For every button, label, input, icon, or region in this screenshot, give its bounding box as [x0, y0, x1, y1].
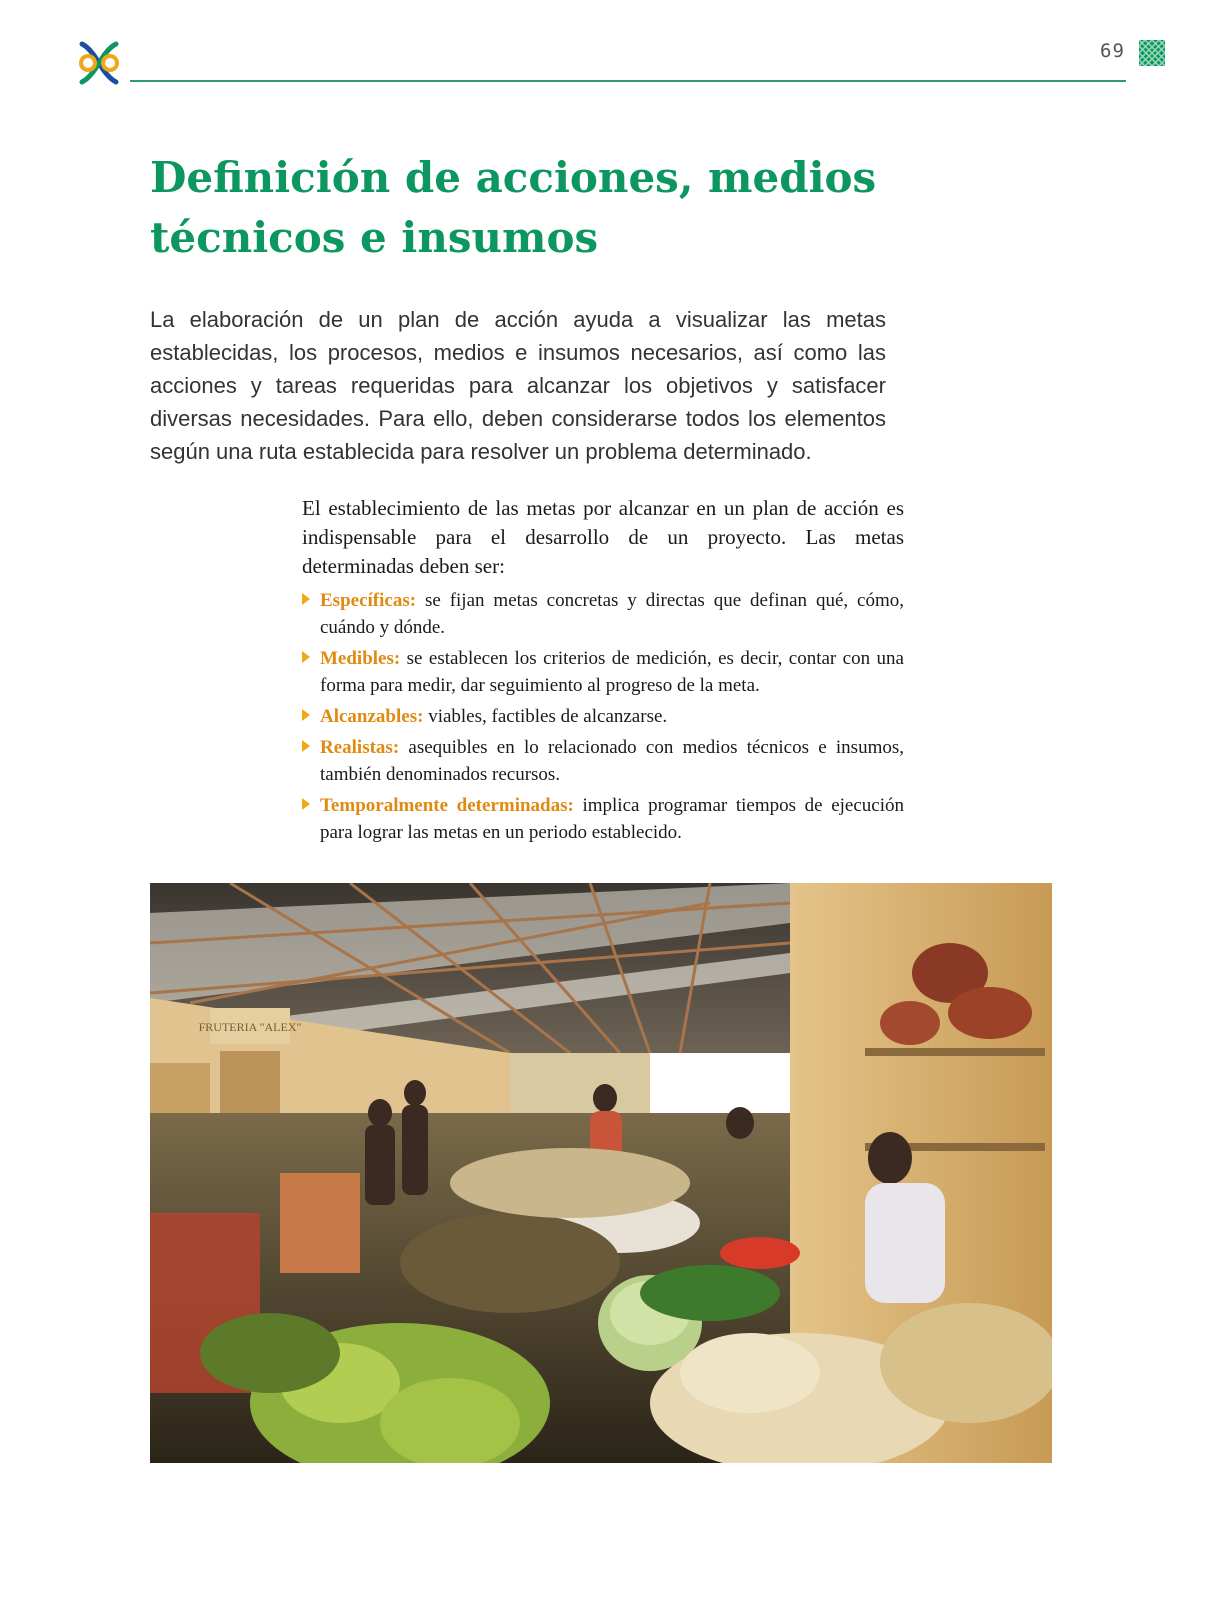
goal-text: asequibles en lo relacionado con medios técnicos e insumos, también denominados recursos. — [320, 737, 904, 785]
bullet-triangle-icon — [302, 651, 310, 663]
bullet-triangle-icon — [302, 740, 310, 752]
header-rule — [130, 80, 1126, 82]
goal-term: Realistas: — [320, 737, 400, 758]
goal-item — [302, 587, 904, 641]
goal-item — [302, 734, 904, 788]
publisher-logo-icon — [74, 38, 124, 88]
goal-term: Alcanzables: — [320, 706, 424, 727]
goal-item — [302, 645, 904, 699]
goal-item — [302, 792, 904, 846]
goals-intro: El establecimiento de las metas por alcanzar en un plan de acción es indispensable para el desarrollo de un proyecto. Las metas determinadas deben ser: — [302, 496, 904, 578]
goal-term: Temporalmente determinadas: — [320, 795, 574, 816]
goal-item — [302, 703, 904, 730]
goal-term: Específicas: — [320, 590, 417, 611]
goals-section — [302, 494, 904, 850]
bullet-triangle-icon — [302, 709, 310, 721]
page-ornament-icon — [1139, 40, 1165, 66]
goals-list — [302, 587, 904, 846]
intro-paragraph: La elaboración de un plan de acción ayuda a visualizar las metas establecidas, los procesos, medios e insumos necesarios, así como las acciones y tareas requeridas para alcanzar los objetivos y satisfacer diversas necesidades. Para ello, deben considerarse todos los elementos según una ruta establecida para resolver un problema determinado. — [150, 307, 886, 464]
shop-sign: FRUTERIA "ALEX" — [198, 1020, 302, 1034]
page-number: 69 — [1100, 40, 1125, 62]
goal-text: implica programar tiempos de ejecución para lograr las metas en un periodo establecido. — [320, 795, 904, 843]
goal-text: se fijan metas concretas y directas que definan qué, cómo, cuándo y dónde. — [320, 590, 904, 638]
goal-text: se establecen los criterios de medición, es decir, contar con una forma para medir, dar seguimiento al progreso de la meta. — [320, 648, 904, 696]
goal-term: Medibles: — [320, 648, 401, 669]
market-photo — [150, 883, 1052, 1463]
goal-text: viables, factibles de alcanzarse. — [423, 706, 668, 727]
bullet-triangle-icon — [302, 798, 310, 810]
bullet-triangle-icon — [302, 593, 310, 605]
section-title: Definición de acciones, medios técnicos e insumos — [150, 153, 877, 262]
